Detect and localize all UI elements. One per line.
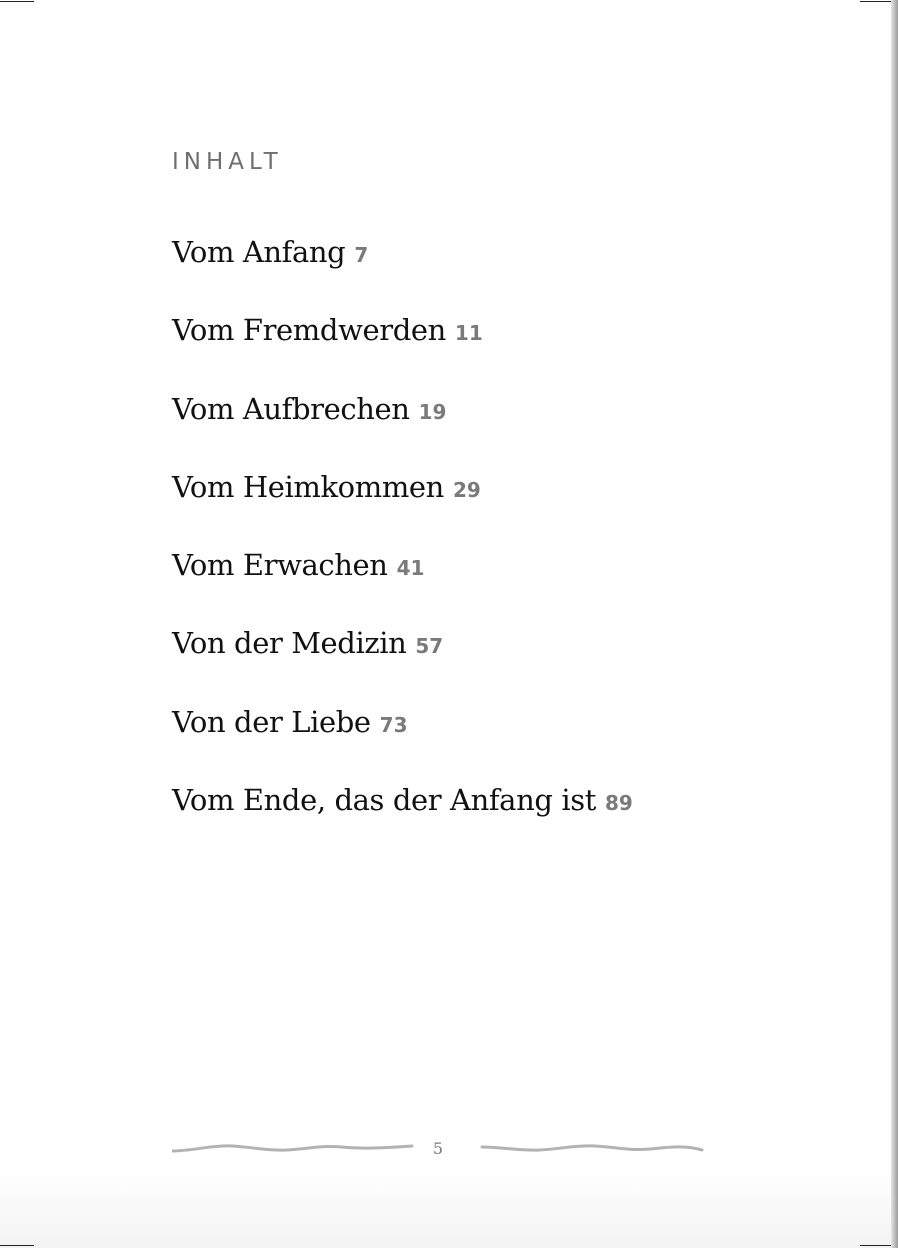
- toc-entry-page: 41: [396, 556, 425, 581]
- toc-entry-title: Vom Anfang: [172, 235, 346, 269]
- toc-entry[interactable]: [172, 387, 633, 465]
- toc-entry-title: Von der Liebe: [172, 704, 371, 739]
- toc-entry-title: Vom Ende, das der Anfang ist: [172, 783, 596, 818]
- wave-ornament-right-icon: [480, 1136, 704, 1164]
- toc-entry-page: 11: [454, 321, 483, 346]
- toc-entry-page: 89: [604, 791, 633, 816]
- toc-entry-page: 57: [415, 634, 444, 659]
- toc-entry[interactable]: [172, 778, 633, 856]
- toc-entry-title: Vom Erwachen: [172, 548, 388, 583]
- toc-heading: INHALT: [172, 149, 283, 175]
- toc-entry-title: Vom Heimkommen: [172, 469, 444, 504]
- toc-entry-page: 29: [452, 477, 481, 502]
- crop-mark-top-right: [860, 1, 894, 2]
- page-edge-shadow: [891, 0, 898, 1248]
- toc-entry-page: 7: [354, 243, 369, 267]
- toc-entry[interactable]: [172, 308, 633, 386]
- toc-entry[interactable]: [172, 621, 633, 699]
- page-number: 5: [432, 1139, 444, 1158]
- toc-entry[interactable]: [172, 230, 633, 308]
- toc-entry-title: Vom Fremdwerden: [172, 313, 446, 348]
- table-of-contents: [172, 230, 633, 856]
- toc-entry[interactable]: [172, 543, 633, 621]
- crop-mark-bottom-left: [0, 1245, 34, 1246]
- toc-entry[interactable]: [172, 465, 633, 543]
- toc-entry-page: 73: [379, 712, 408, 737]
- toc-entry-title: Von der Medizin: [172, 626, 407, 661]
- toc-entry[interactable]: [172, 700, 633, 778]
- toc-entry-page: 19: [418, 399, 447, 424]
- crop-mark-top-left: [0, 1, 34, 2]
- page-footer: [172, 1136, 704, 1164]
- toc-entry-title: Vom Aufbrechen: [172, 391, 410, 426]
- crop-mark-bottom-right: [860, 1245, 894, 1246]
